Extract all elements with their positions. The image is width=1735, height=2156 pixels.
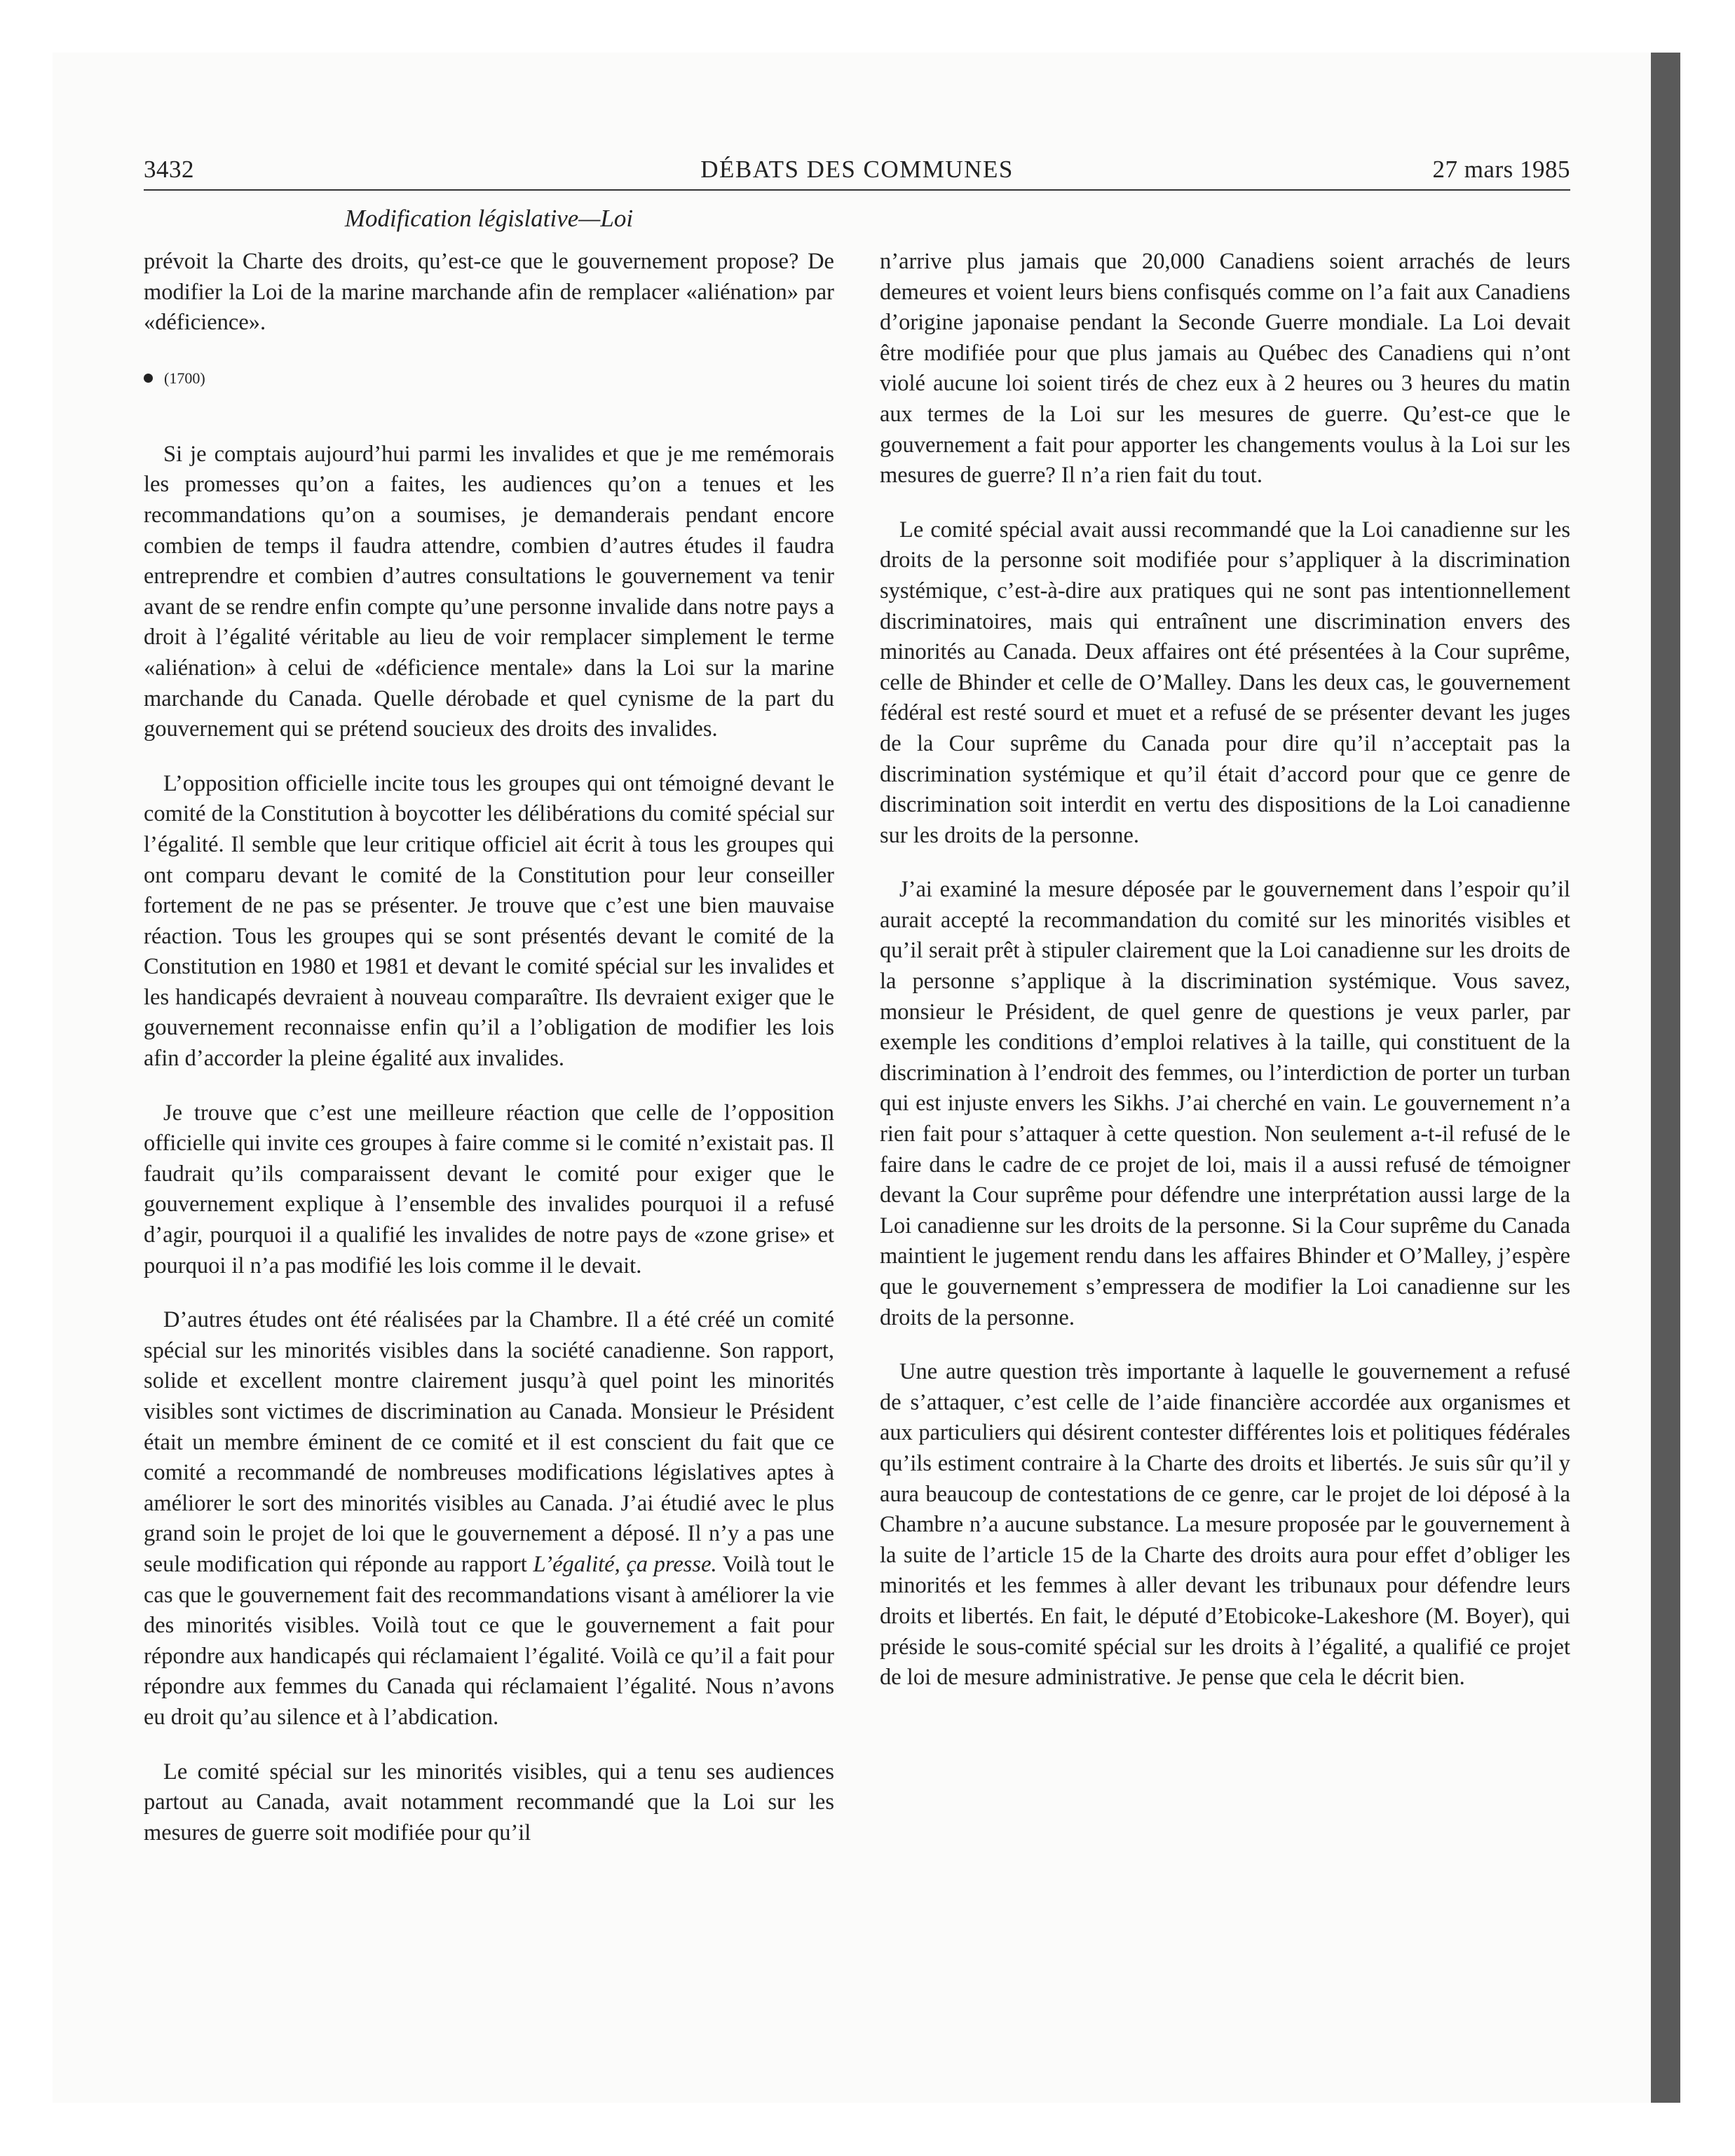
publication-title: DÉBATS DES COMMUNES xyxy=(700,156,1014,183)
scan-edge-shadow xyxy=(1651,53,1680,2103)
right-column xyxy=(880,247,1570,1717)
paragraph: n’arrive plus jamais que 20,000 Canadiens soient arrachés de leurs demeures et voient leurs biens confisqués comme on l’a fait aux Canadiens d’origine japonaise pendant la Seconde Guerre mondiale. La Loi devait être modifiée pour que plus jamais au Québec des Canadiens qui n’ont violé aucune loi soient tirés de chez eux à 2 heures ou 3 heures du matin aux termes de la Loi sur les mesures de guerre. Qu’est-ce que le gouvernement a fait pour apporter les changements voulus à la Loi sur les mesures de guerre? Il n’a rien fait du tout. xyxy=(880,249,1570,489)
paragraph xyxy=(144,1305,834,1733)
issue-date: 27 mars 1985 xyxy=(1432,156,1570,183)
paragraph: Le comité spécial avait aussi recommandé que la Loi canadienne sur les droits de la personne soit modifiée pour s’appliquer à la discrimination systémique, c’est-à-dire aux pratiques qui ne sont pas intentionnellement discriminatoires, mais qui entraînent une discrimination envers des minorités au Canada. Deux affaires ont été présentées à la Cour suprême, celle de Bhinder et celle de O’Malley. Dans les deux cas, le gouvernement fédéral est resté sourd et muet et a refusé de se présenter devant les juges de la Cour suprême du Canada pour dire qu’il n’acceptait pas la discrimination systémique et qu’il était d’accord pour que ce genre de discrimination soit interdit en vertu des dispositions de la Loi canadienne sur les droits de la personne. xyxy=(880,517,1570,848)
paragraph: J’ai examiné la mesure déposée par le gouvernement dans l’espoir qu’il aurait accepté la recommandation du comité sur les minorités visibles et qu’il serait prêt à stipuler clairement que la Loi canadienne sur les droits de la personne s’applique à la discrimination systémique. Vous savez, monsieur le Président, de quel genre de questions je veux parler, par exemple les conditions d’emploi relatives à la taille, qui constituent de la discrimination à l’endroit des femmes, ou l’interdiction de porter un turban qui est injuste envers les Sikhs. J’ai cherché en vain. Le gouvernement n’a rien fait pour s’attaquer à cette question. Non seulement a-t-il refusé de le faire dans le cadre de ce projet de loi, mais il a aussi refusé de témoigner devant la Cour suprême pour défendre une interprétation aussi large de la Loi canadienne sur les droits de la personne. Si la Cour suprême du Canada maintient le jugement rendu dans les affaires Bhinder et O’Malley, j’espère que le gouvernement s’empressera de modifier la Loi canadienne sur les droits de la personne. xyxy=(880,877,1570,1330)
header-rule xyxy=(144,189,1570,191)
paragraph-text: Voilà tout le cas que le gouvernement fait des recommandations visant à améliorer la vie des minorités visibles. Voilà tout ce que le gouvernement a fait pour répondre aux handicapés qui réclamaient l’égalité. Voilà ce qu’il a fait pour répondre aux femmes du Canada qui réclamaient l’égalité. Nous n’avons eu droit qu’au silence et à l’abdication. xyxy=(144,1551,834,1730)
time-marker-label: (1700) xyxy=(164,369,205,387)
bullet-icon xyxy=(144,374,153,383)
paragraph: Je trouve que c’est une meilleure réaction que celle de l’opposition officielle qui invite ces groupes à faire comme si le comité n’existait pas. Il faudrait qu’ils comparaissent devant le comité pour exiger que le gouvernement explique à l’ensemble des invalides pourquoi il a refusé d’agir, pourquoi il a qualifié les invalides de notre pays de «zone grise» et pourquoi il n’a pas modifié les lois comme il le devait. xyxy=(144,1100,834,1278)
paragraph: prévoit la Charte des droits, qu’est-ce que le gouvernement propose? De modifier la Loi de la marine marchande afin de remplacer «aliénation» par «déficience». xyxy=(144,249,834,336)
section-subtitle: Modification législative—Loi xyxy=(344,205,634,232)
paragraph: Une autre question très importante à laquelle le gouvernement a refusé de s’attaquer, c’est celle de l’aide financière accordée aux organismes et aux particuliers qui désirent contester différentes lois et politiques fédérales qu’ils estiment contraire à la Charte des droits et libertés. Je suis sûr qu’il y aura beaucoup de contestations de ce genre, car le projet de loi déposé à la Chambre n’a aucune substance. La mesure proposée par le gouvernement à la suite de l’article 15 de la Charte des droits aura pour effet d’obliger les minorités et les femmes à aller devant les tribunaux pour défendre leurs droits et libertés. En fait, le député d’Etobicoke-Lakeshore (M. Boyer), qui préside le sous-comité spécial sur les droits à l’égalité, a qualifié ce projet de loi de mesure administrative. Je pense que cela le décrit bien. xyxy=(880,1359,1570,1691)
paragraph: L’opposition officielle incite tous les groupes qui ont témoigné devant le comité de la Constitution à boycotter les délibérations du comité spécial sur l’égalité. Il semble que leur critique officiel ait écrit à tous les groupes qui ont comparu devant le comité de la Constitution pour leur conseiller fortement de ne pas se présenter. Je trouve que c’est une bien mauvaise réaction. Tous les groupes qui se sont présentés devant le comité de la Constitution en 1980 et 1981 et devant le comité spécial sur les invalides et les handicapés devraient à nouveau comparaître. Ils devraient exiger que le gouvernement reconnaisse enfin qu’il a l’obligation de modifier les lois afin d’accorder la pleine égalité aux invalides. xyxy=(144,770,834,1072)
report-title: L’égalité, ça presse. xyxy=(533,1551,717,1577)
paragraph: Le comité spécial sur les minorités visibles, qui a tenu ses audiences partout au Canada, avait notamment recommandé que la Loi sur les mesures de guerre soit modifiée pour qu’il xyxy=(144,1759,834,1845)
paragraph: Si je comptais aujourd’hui parmi les invalides et que je me remémorais les promesses qu’on a faites, les audiences qu’on a tenues et les recommandations qu’on a soumises, je demanderais pendant encore combien de temps il faudra attendre, combien d’autres études il faudra entreprendre et combien d’autres consultations le gouvernement va tenir avant de se rendre enfin compte qu’une personne invalide dans notre pays a droit à l’égalité véritable au lieu de voir remplacer simplement le terme «aliénation» à celui de «déficience mentale» dans la Loi sur la marine marchande du Canada. Quelle dérobade et quel cynisme de la part du gouvernement qui se prétend soucieux des droits des invalides. xyxy=(144,441,834,742)
page-number: 3432 xyxy=(144,156,194,183)
left-column xyxy=(144,247,834,1872)
paragraph-text: D’autres études ont été réalisées par la Chambre. Il a été créé un comité spécial sur les minorités visibles dans la société canadienne. Son rapport, solide et excellent montre clairement jusqu’à quel point les minorités visibles sont victimes de discrimination au Canada. Monsieur le Président était un membre éminent de ce comité et il est conscient du fait que ce comité a recommandé de nombreuses modifications législatives aptes à améliorer le sort des minorités visibles au Canada. J’ai étudié avec le plus grand soin le projet de loi que le gouvernement a déposé. Il n’y a pas une seule modification qui réponde au rapport xyxy=(144,1307,834,1577)
time-marker xyxy=(144,368,834,389)
page-header xyxy=(144,156,1570,191)
